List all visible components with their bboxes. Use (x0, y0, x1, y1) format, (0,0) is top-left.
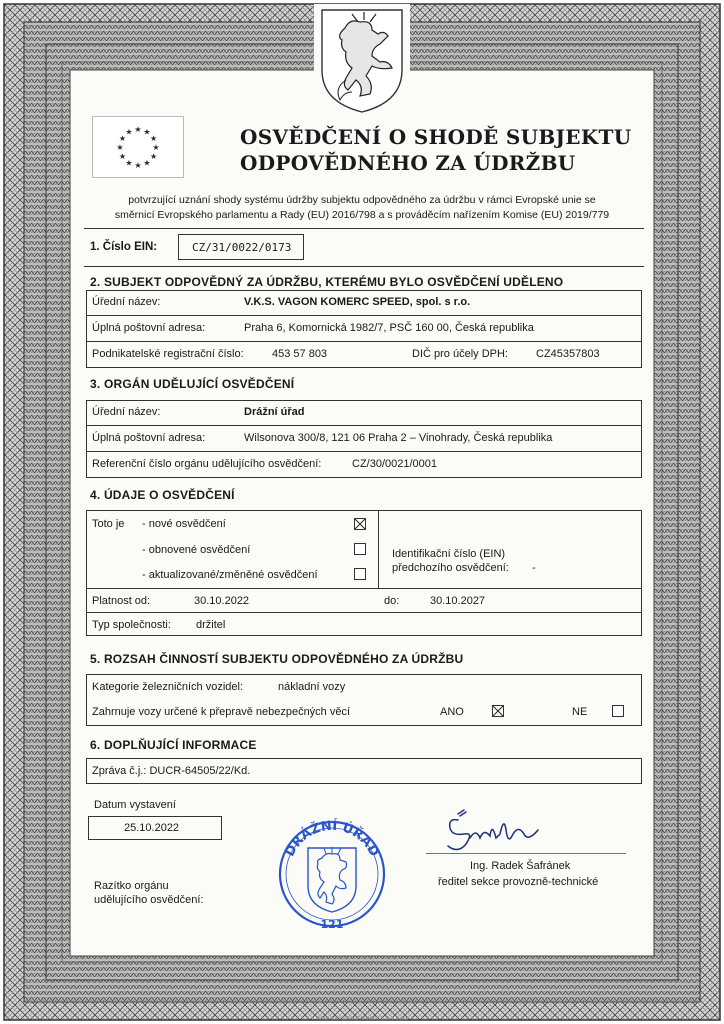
subject-reg-value: 453 57 803 (272, 348, 328, 360)
valid-from-value: 30.10.2022 (194, 595, 250, 607)
printer-note: © AK VORA SECURITY PRINTING, s.r.o. Praha (318, 1016, 408, 1021)
no-label: NE (572, 706, 588, 718)
section-3-heading: 3. ORGÁN UDĚLUJÍCÍ OSVĚDČENÍ (90, 377, 295, 391)
issue-date-value: 25.10.2022 (124, 822, 180, 834)
additional-info-value: Zpráva č.j.: DUCR-64505/22/Kd. (92, 765, 251, 777)
section-6-heading: 6. DOPLŇUJÍCÍ INFORMACE (90, 738, 257, 752)
subtitle-line-2: směrnicí Evropského parlamentu a Rady (EU) 2016/798 a s prováděcím nařízením Komise (EU) 2019/779 (114, 209, 610, 221)
body-address-value: Wilsonova 300/8, 121 06 Praha 2 – Vinohrady, Česká republika (244, 432, 553, 444)
ein-value: CZ/31/0022/0173 (192, 241, 292, 254)
body-name-value: Drážní úřad (244, 406, 305, 418)
company-type-value: držitel (196, 619, 226, 631)
eu-star-icon: ★ (134, 125, 142, 134)
eu-star-icon: ★ (143, 127, 151, 137)
page-title (240, 124, 631, 176)
title-line-2: ODPOVĚDNÉHO ZA ÚDRŽBU (240, 151, 576, 175)
prev-ein-label-2: předchozího osvědčení: (392, 562, 509, 574)
company-type-label: Typ společnosti: (92, 619, 171, 631)
section-2-heading: 2. SUBJEKT ODPOVĚDNÝ ZA ÚDRŽBU, KTERÉMU BYLO OSVĚDČENÍ UDĚLENO (90, 275, 564, 289)
option-renewed-checkbox[interactable] (354, 543, 366, 555)
table-row-divider (86, 425, 642, 426)
signer-title: ředitel sekce provozně-technické (438, 876, 599, 888)
yes-checkbox[interactable] (492, 705, 504, 717)
eu-star-icon: ★ (118, 152, 126, 161)
no-checkbox[interactable] (612, 705, 624, 717)
subject-vat-label: DIČ pro účely DPH: (412, 348, 508, 360)
section-4-heading: 4. ÚDAJE O OSVĚDČENÍ (90, 488, 235, 502)
subject-name-value: V.K.S. VAGON KOMERC SPEED, spol. s r.o. (244, 296, 471, 308)
option-updated-label: - aktualizované/změněné osvědčení (142, 569, 318, 581)
table-row-divider (86, 451, 642, 452)
subject-address-value: Praha 6, Komornická 1982/7, PSČ 160 00, Česká republika (244, 322, 534, 334)
body-address-label: Úplná poštovní adresa: (92, 432, 206, 444)
eu-star-icon: ★ (116, 143, 124, 152)
table-row-divider (86, 341, 642, 342)
issue-date-label: Datum vystavení (94, 799, 176, 811)
eu-star-icon: ★ (150, 134, 158, 143)
eu-flag-icon (92, 116, 184, 178)
subtitle-line-1: potvrzující uznání shody systému údržby subjektu odpovědného za údržbu v rámci Evropské unie se (128, 194, 596, 206)
stamp-label-1: Razítko orgánu (94, 880, 169, 892)
coat-of-arms-icon (314, 4, 410, 116)
eu-star-icon: ★ (125, 127, 133, 137)
stamp-label-2: udělujícího osvědčení: (94, 894, 204, 906)
official-stamp (276, 814, 388, 934)
eu-star-icon: ★ (152, 143, 160, 152)
prev-ein-label-1: Identifikační číslo (EIN) (392, 548, 506, 560)
title-line-1: OSVĚDČENÍ O SHODĚ SUBJEKTU (240, 125, 632, 149)
eu-star-icon: ★ (118, 134, 126, 143)
divider (84, 266, 644, 267)
eu-star-icon: ★ (150, 152, 158, 161)
eu-star-icon: ★ (143, 158, 151, 168)
valid-to-label: do: (384, 595, 400, 607)
option-renewed-label: - obnovené osvědčení (142, 544, 251, 556)
table-row-divider (86, 588, 642, 589)
body-ref-value: CZ/30/0021/0001 (352, 458, 438, 470)
signature-line (426, 853, 626, 854)
subject-name-label: Úřední název: (92, 296, 161, 308)
category-value: nákladní vozy (278, 681, 346, 693)
ein-label: 1. Číslo EIN: (90, 241, 158, 253)
signature (440, 808, 560, 858)
option-updated-checkbox[interactable] (354, 568, 366, 580)
table-row-divider (86, 612, 642, 613)
toto-je-label: Toto je (92, 518, 125, 530)
option-new-checkbox[interactable] (354, 518, 366, 530)
signer-name: Ing. Radek Šafránek (470, 860, 571, 872)
body-ref-label: Referenční číslo orgánu udělujícího osvědčení: (92, 458, 322, 470)
subject-vat-value: CZ45357803 (536, 348, 600, 360)
divider (84, 228, 644, 229)
section-5-heading: 5. ROZSAH ČINNOSTÍ SUBJEKTU ODPOVĚDNÉHO ZA ÚDRŽBU (90, 652, 464, 666)
body-name-label: Úřední název: (92, 406, 161, 418)
subtitle (84, 193, 640, 223)
valid-to-value: 30.10.2027 (430, 595, 486, 607)
eu-star-icon: ★ (125, 158, 133, 168)
option-new-label: - nové osvědčení (142, 518, 226, 530)
table-row-divider (86, 315, 642, 316)
yes-label: ANO (440, 706, 464, 718)
table-col-divider (378, 510, 379, 588)
subject-address-label: Úplná poštovní adresa: (92, 322, 206, 334)
subject-reg-label: Podnikatelské registrační číslo: (92, 348, 244, 360)
stamp-number: 121 (320, 918, 344, 931)
dangerous-goods-label: Zahrnuje vozy určené k přepravě nebezpečných věcí (92, 706, 351, 718)
category-label: Kategorie železničních vozidel: (92, 681, 244, 693)
eu-star-icon: ★ (134, 161, 142, 170)
prev-ein-value: - (532, 562, 536, 574)
valid-from-label: Platnost od: (92, 595, 151, 607)
svg-text:DRÁŽNÍ ÚŘAD: DRÁŽNÍ ÚŘAD (282, 818, 382, 860)
